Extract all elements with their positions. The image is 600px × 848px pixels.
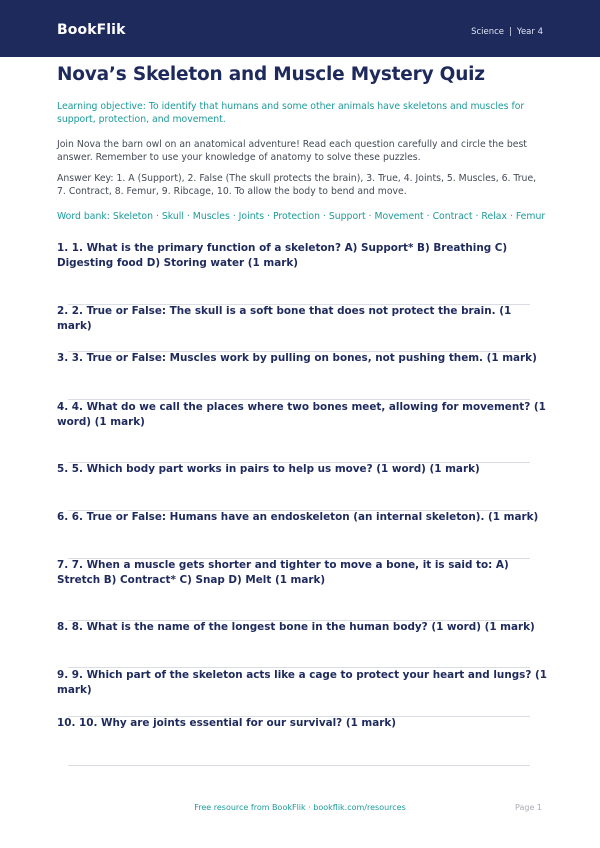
question-4: 4. 4. What do we call the places where two bones meet, allowing for movement? (1 word) (1 mark) (57, 401, 546, 428)
site-header (0, 0, 600, 57)
word-bank: Word bank: Skeleton · Skull · Muscles · Joints · Protection · Support · Movement · Contract · Relax · Femur (57, 211, 546, 222)
question-8: 8. 8. What is the name of the longest bone in the human body? (1 word) (1 mark) (57, 621, 535, 633)
question-3: 3. 3. True or False: Muscles work by pulling on bones, not pushing them. (1 mark) (57, 352, 537, 364)
answer-key: Answer Key: 1. A (Support), 2. False (The skull protects the brain), 3. True, 4. Joints, 5. Muscles, 6. True, 7. Contract, 8. Femur, 9. Ribcage, 10. To allow the body to bend and move. (57, 173, 537, 197)
question-9: 9. 9. Which part of the skeleton acts like a cage to protect your heart and lungs? (1 mark) (57, 669, 547, 696)
brand-logo[interactable]: BookFlik (57, 22, 126, 38)
answer-line-10[interactable] (68, 765, 530, 766)
page-number: Page 1 (515, 803, 542, 812)
question-7: 7. 7. When a muscle gets shorter and tighter to move a bone, it is said to: A) Stretch B) Contract* C) Snap D) Melt (1 mark) (57, 559, 509, 586)
question-1: 1. 1. What is the primary function of a skeleton? A) Support* B) Breathing C) Digesting food D) Storing water (1 mark) (57, 242, 508, 269)
footer-link[interactable]: Free resource from BookFlik · bookflik.com/resources (194, 803, 406, 812)
subject-label: Science (471, 27, 505, 37)
page-title: Nova’s Skeleton and Muscle Mystery Quiz (57, 64, 485, 85)
question-6: 6. 6. True or False: Humans have an endoskeleton (an internal skeleton). (1 mark) (57, 511, 539, 523)
question-10: 10. 10. Why are joints essential for our survival? (1 mark) (57, 717, 397, 729)
header-meta (471, 27, 543, 37)
learning-objective: Learning objective: To identify that humans and some other animals have skeletons and muscles for support, protection, and movement. (57, 101, 525, 125)
year-label: Year 4 (516, 27, 543, 37)
intro-text: Join Nova the barn owl on an anatomical adventure! Read each question carefully and circle the best answer. Remember to use your knowledge of anatomy to solve these puzzles. (57, 139, 527, 163)
question-2: 2. 2. True or False: The skull is a soft bone that does not protect the brain. (1 mark) (57, 305, 512, 332)
meta-separator: | (509, 27, 512, 37)
question-5: 5. 5. Which body part works in pairs to help us move? (1 word) (1 mark) (57, 463, 480, 475)
